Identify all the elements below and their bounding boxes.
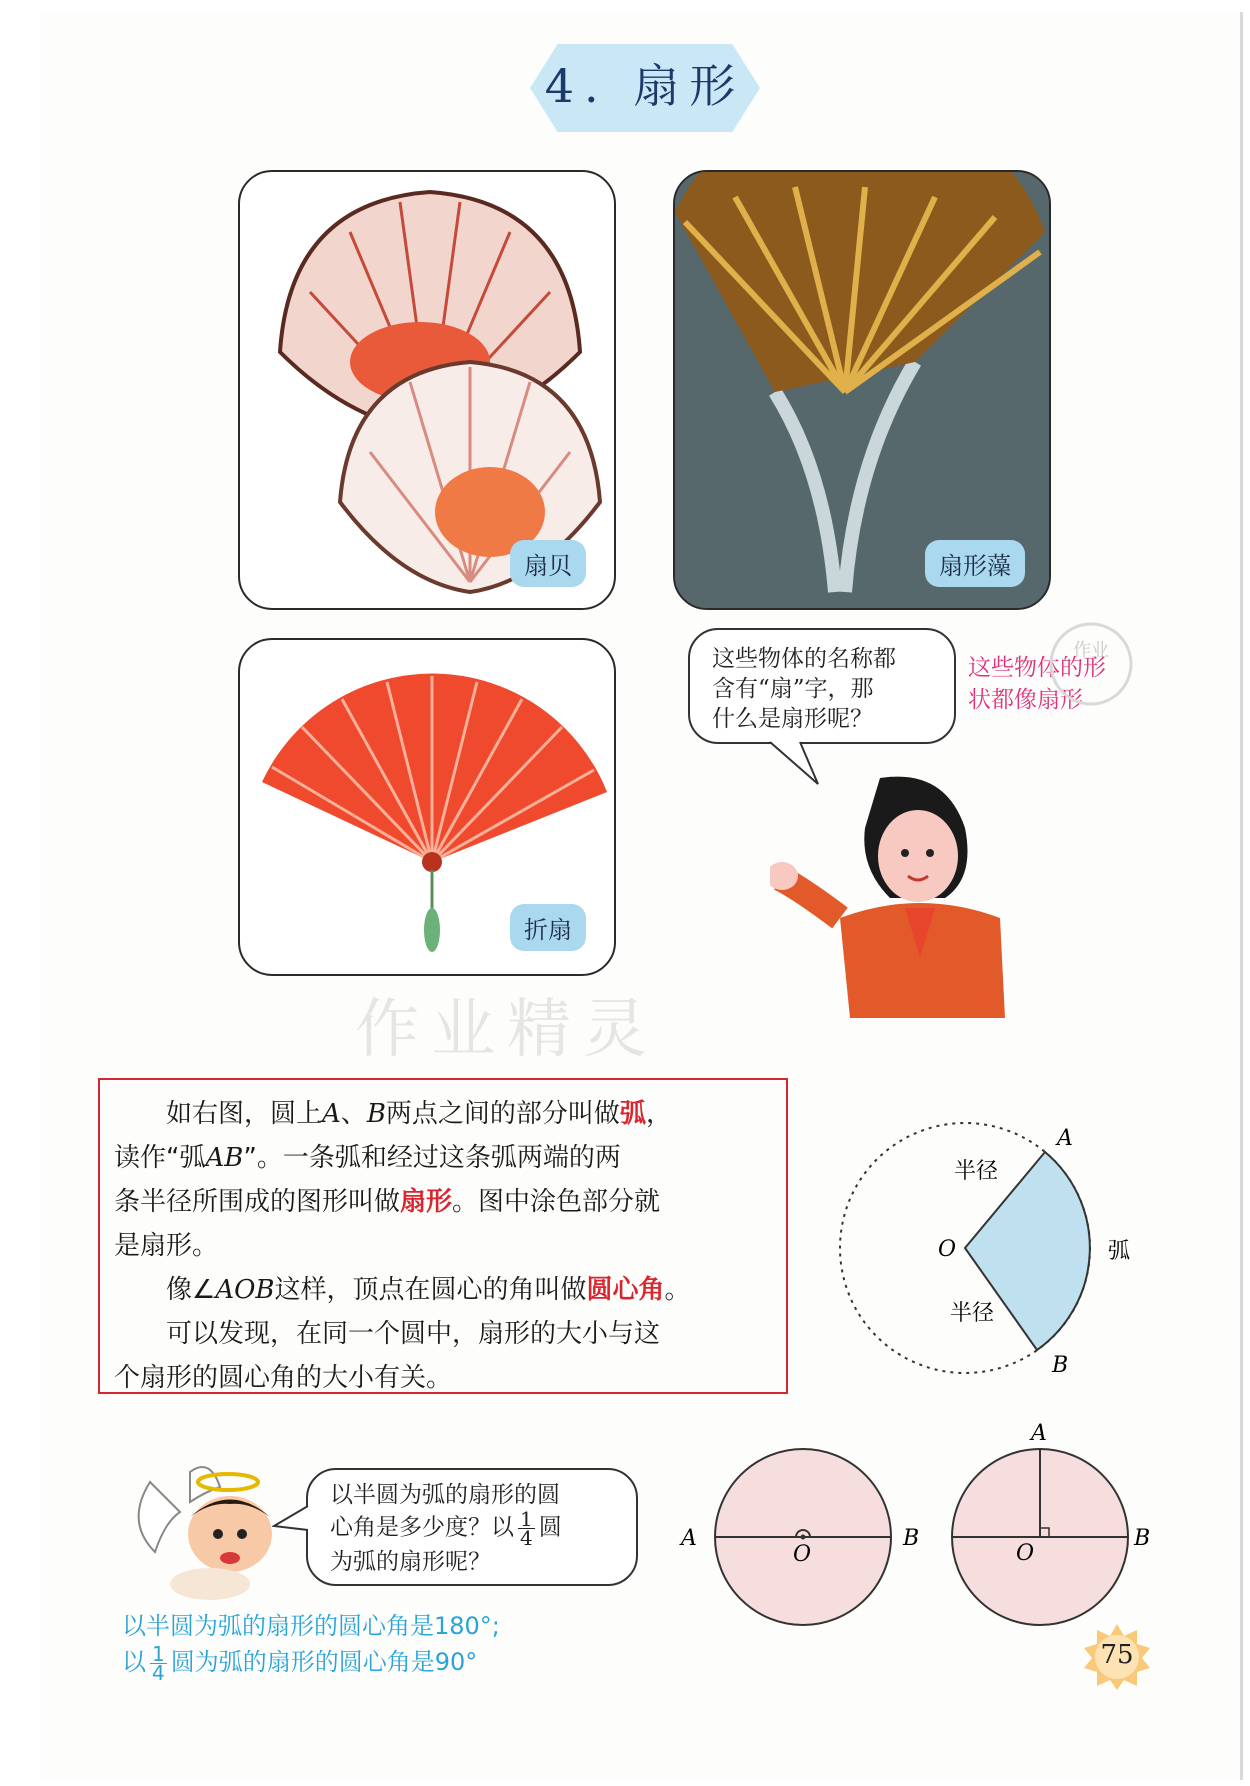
girl-bubble-line-2: 含有“扇”字，那	[712, 676, 874, 702]
point-b-label: B	[366, 1099, 386, 1129]
answer-line-2	[122, 1641, 500, 1685]
photo-card-folding-fan	[238, 638, 616, 976]
answer-text-part: 以	[122, 1648, 146, 1676]
term-arc: 弧	[619, 1099, 646, 1129]
definition-line-7: 个扇形的圆心角的大小有关。	[114, 1363, 453, 1393]
fraction-one-quarter	[518, 1507, 535, 1550]
sector-point-a: A	[1057, 1126, 1073, 1151]
angel-bubble-line-2	[330, 1507, 636, 1550]
definition-text: 条半径所围成的图形叫做	[114, 1187, 401, 1217]
arc-ab-label: AB	[205, 1143, 244, 1173]
definition-text: 。图中涂色部分就	[452, 1187, 661, 1217]
angel-speech-bubble	[306, 1468, 638, 1586]
fraction-denominator: 4	[520, 1526, 533, 1550]
pink-note-line-2: 状都像扇形	[968, 687, 1083, 713]
definition-box	[98, 1078, 788, 1394]
sector-center-o: O	[938, 1237, 957, 1262]
definition-line-3	[114, 1180, 774, 1224]
definition-line-5	[114, 1268, 774, 1312]
answer-fraction-numerator: 1	[152, 1641, 165, 1666]
title-text: 4. 扇形	[544, 59, 746, 113]
circle-diagram-semicircle	[675, 1445, 930, 1635]
angel-bubble-text: 心角是多少度？以	[330, 1514, 514, 1541]
sector-arc-label: 弧	[1108, 1239, 1131, 1264]
definition-line-4: 是扇形。	[114, 1231, 219, 1261]
photo-label-seaweed: 扇形藻	[925, 540, 1025, 587]
page-title	[530, 40, 760, 136]
definition-line-2	[114, 1136, 774, 1180]
angle-aob-label: AOB	[215, 1275, 275, 1305]
definition-separator: 、	[340, 1099, 367, 1129]
sector-radius-label-1: 半径	[954, 1159, 999, 1184]
point-a-label: A	[322, 1099, 341, 1129]
answer-fraction	[150, 1641, 167, 1685]
definition-text: 如右图，圆上	[166, 1099, 323, 1129]
answer-line-1: 以半圆为弧的扇形的圆心角是180°;	[122, 1612, 500, 1640]
sector-radius-label-2: 半径	[950, 1301, 995, 1326]
girl-bubble-line-3: 什么是扇形呢？	[712, 706, 873, 732]
sector-point-b: B	[1052, 1353, 1069, 1378]
answer-text-part: 圆为弧的扇形的圆心角是90°	[170, 1648, 478, 1676]
circle-2-center-o: O	[1016, 1541, 1035, 1566]
stamp-text: 作业	[1073, 640, 1109, 661]
definition-punct: ，	[645, 1099, 672, 1129]
photo-card-seaweed	[673, 170, 1051, 610]
stamp-icon	[1045, 618, 1137, 710]
page-number-badge	[1082, 1622, 1152, 1692]
angel-illustration	[130, 1462, 295, 1602]
definition-line-1	[114, 1092, 774, 1136]
photo-label-scallop: 扇贝	[510, 540, 586, 587]
circle-2-point-a: A	[1031, 1421, 1047, 1446]
term-sector: 扇形	[400, 1187, 453, 1217]
definition-punct: 。	[664, 1275, 691, 1305]
circle-2-point-b: B	[1134, 1526, 1151, 1551]
fraction-numerator: 1	[520, 1507, 533, 1531]
definition-line-6	[114, 1312, 774, 1356]
pink-note-line-1: 这些物体的形	[968, 655, 1106, 681]
definition-text: 读作“弧	[114, 1143, 206, 1173]
photo-card-scallop	[238, 170, 616, 610]
page-number: 75	[1100, 1640, 1134, 1670]
circle-1-point-b: B	[903, 1526, 920, 1551]
angel-bubble-tail	[272, 1500, 312, 1540]
angel-bubble-line-3: 为弧的扇形呢？	[330, 1549, 491, 1575]
definition-text: 两点之间的部分叫做	[385, 1099, 620, 1129]
girl-bubble-line-1: 这些物体的名称都	[712, 646, 896, 672]
girl-illustration	[770, 758, 1020, 1018]
sector-diagram	[830, 1110, 1160, 1390]
angel-bubble-text: 圆	[538, 1514, 562, 1541]
girl-speech-bubble	[688, 628, 956, 744]
term-central-angle: 圆心角	[586, 1275, 665, 1305]
circle-diagram-quarter	[938, 1410, 1158, 1635]
definition-text: ”。一条弧和经过这条弧两端的两	[243, 1143, 621, 1173]
photo-label-folding-fan: 折扇	[510, 904, 586, 951]
angel-bubble-line-1: 以半圆为弧的扇形的圆	[330, 1482, 560, 1508]
circle-1-center-dot	[801, 1535, 806, 1540]
definition-text: 可以发现，在同一个圆中，扇形的大小与这	[166, 1319, 661, 1349]
answer-fraction-denominator: 4	[152, 1660, 165, 1685]
circle-1-center-o: O	[793, 1542, 812, 1567]
watermark: 作业精灵	[355, 993, 659, 1067]
answer-text	[122, 1608, 500, 1685]
definition-text: 这样，顶点在圆心的角叫做	[274, 1275, 587, 1305]
circle-1-point-a: A	[681, 1526, 697, 1551]
definition-text: 像∠	[166, 1275, 216, 1305]
